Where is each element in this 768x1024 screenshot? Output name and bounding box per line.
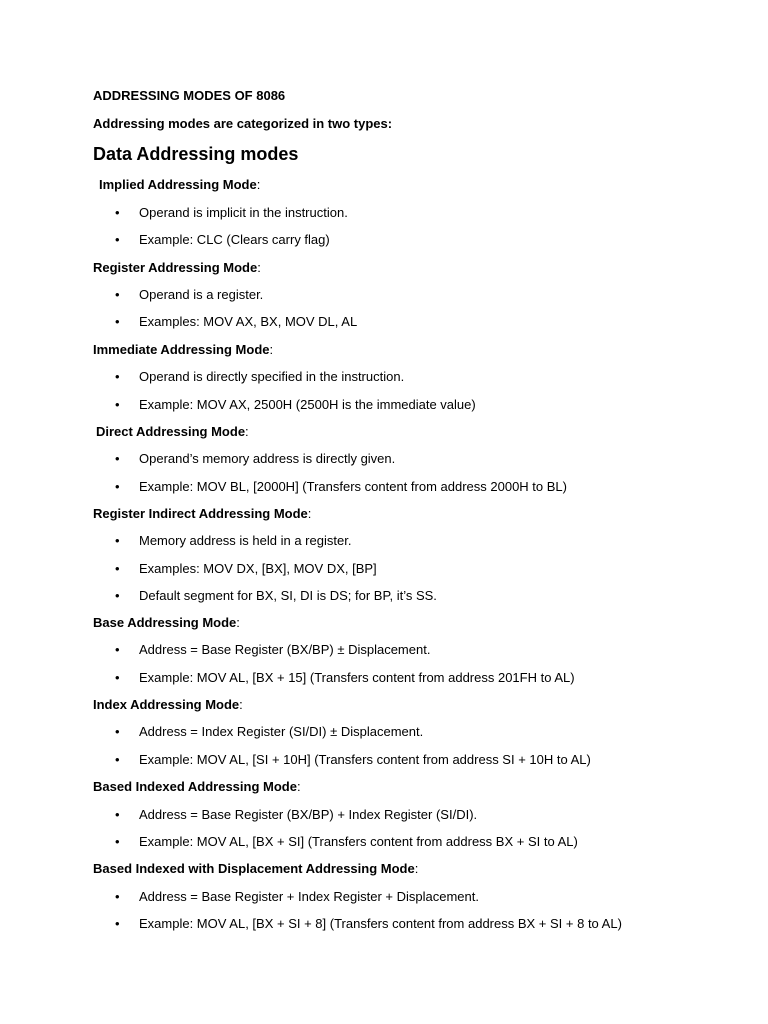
list-item-text: Operand’s memory address is directly given. — [139, 451, 396, 466]
mode-colon: : — [239, 697, 243, 712]
bullet-icon: • — [115, 588, 120, 603]
list-item — [115, 834, 578, 850]
mode-colon: : — [245, 424, 249, 439]
bullet-icon: • — [115, 834, 120, 849]
list-item-text: Memory address is held in a register. — [139, 533, 352, 548]
mode-colon: : — [269, 342, 274, 357]
bullet-icon: • — [115, 314, 120, 329]
bullet-icon: • — [115, 642, 120, 657]
bullet-icon: • — [115, 287, 120, 302]
list-item — [115, 670, 575, 686]
list-item-text: Example: MOV AL, [BX + 15] (Transfers content from address 201FH to AL) — [139, 670, 575, 685]
mode-heading — [93, 861, 418, 877]
mode-heading — [93, 260, 261, 276]
mode-heading — [93, 697, 243, 713]
mode-colon: : — [414, 861, 419, 876]
bullet-icon: • — [115, 533, 120, 548]
bullet-icon: • — [115, 724, 120, 739]
list-item — [115, 724, 423, 740]
list-item — [115, 287, 263, 303]
list-item — [115, 369, 404, 385]
list-item — [115, 533, 351, 549]
list-item — [115, 889, 479, 905]
list-item-text: Example: CLC (Clears carry flag) — [139, 232, 330, 247]
mode-name: Direct Addressing Mode — [96, 424, 246, 439]
mode-name: Index Addressing Mode — [93, 697, 240, 712]
mode-colon: : — [236, 615, 240, 630]
bullet-icon: • — [115, 670, 120, 685]
list-item-text: Example: MOV AL, [BX + SI + 8] (Transfers content from address BX + SI + 8 to AL) — [139, 916, 622, 931]
bullet-icon: • — [115, 807, 120, 822]
mode-colon: : — [296, 779, 301, 794]
list-item — [115, 561, 377, 577]
list-item — [115, 588, 437, 604]
list-item-text: Examples: MOV AX, BX, MOV DL, AL — [139, 314, 358, 329]
bullet-icon: • — [115, 451, 120, 466]
mode-heading — [99, 177, 260, 193]
mode-colon: : — [256, 177, 261, 192]
mode-name: Implied Addressing Mode — [99, 177, 257, 192]
list-item — [115, 397, 476, 413]
mode-name: Based Indexed with Displacement Addressing Mode — [93, 861, 415, 876]
mode-colon: : — [257, 260, 261, 275]
list-item-text: Example: MOV BL, [2000H] (Transfers content from address 2000H to BL) — [139, 479, 567, 494]
list-item-text: Address = Base Register + Index Register + Displacement. — [139, 889, 479, 904]
mode-name: Base Addressing Mode — [93, 615, 237, 630]
list-item-text: Operand is directly specified in the instruction. — [139, 369, 405, 384]
mode-heading — [93, 342, 273, 358]
list-item — [115, 916, 622, 932]
list-item-text: Operand is implicit in the instruction. — [139, 205, 348, 220]
document-subtitle: Addressing modes are categorized in two types: — [93, 116, 393, 131]
bullet-icon: • — [115, 916, 120, 931]
list-item-text: Examples: MOV DX, [BX], MOV DX, [BP] — [139, 561, 377, 576]
list-item-text: Example: MOV AL, [SI + 10H] (Transfers content from address SI + 10H to AL) — [139, 752, 591, 767]
mode-heading — [93, 506, 311, 522]
list-item — [115, 642, 430, 658]
mode-name: Register Addressing Mode — [93, 260, 258, 275]
mode-heading — [93, 779, 301, 795]
bullet-icon: • — [115, 561, 120, 576]
document-title: ADDRESSING MODES OF 8086 — [93, 88, 286, 103]
bullet-icon: • — [115, 232, 120, 247]
mode-heading — [96, 424, 249, 440]
list-item — [115, 752, 591, 768]
bullet-icon: • — [115, 397, 120, 412]
mode-heading — [93, 615, 240, 631]
list-item — [115, 314, 357, 330]
list-item-text: Address = Base Register (BX/BP) + Index Register (SI/DI). — [139, 807, 478, 822]
list-item — [115, 205, 348, 221]
list-item-text: Operand is a register. — [139, 287, 264, 302]
list-item-text: Default segment for BX, SI, DI is DS; for BP, it’s SS. — [139, 588, 437, 603]
list-item-text: Address = Index Register (SI/DI) ± Displacement. — [139, 724, 424, 739]
list-item — [115, 451, 395, 467]
mode-name: Immediate Addressing Mode — [93, 342, 270, 357]
list-item-text: Example: MOV AX, 2500H (2500H is the immediate value) — [139, 397, 476, 412]
bullet-icon: • — [115, 205, 120, 220]
list-item — [115, 807, 477, 823]
list-item — [115, 232, 330, 248]
bullet-icon: • — [115, 752, 120, 767]
bullet-icon: • — [115, 889, 120, 904]
list-item-text: Example: MOV AL, [BX + SI] (Transfers content from address BX + SI to AL) — [139, 834, 578, 849]
mode-name: Register Indirect Addressing Mode — [93, 506, 308, 521]
mode-colon: : — [307, 506, 312, 521]
section-heading: Data Addressing modes — [93, 144, 299, 164]
bullet-icon: • — [115, 369, 120, 384]
list-item-text: Address = Base Register (BX/BP) ± Displacement. — [139, 642, 431, 657]
mode-name: Based Indexed Addressing Mode — [93, 779, 297, 794]
list-item — [115, 479, 567, 495]
bullet-icon: • — [115, 479, 120, 494]
